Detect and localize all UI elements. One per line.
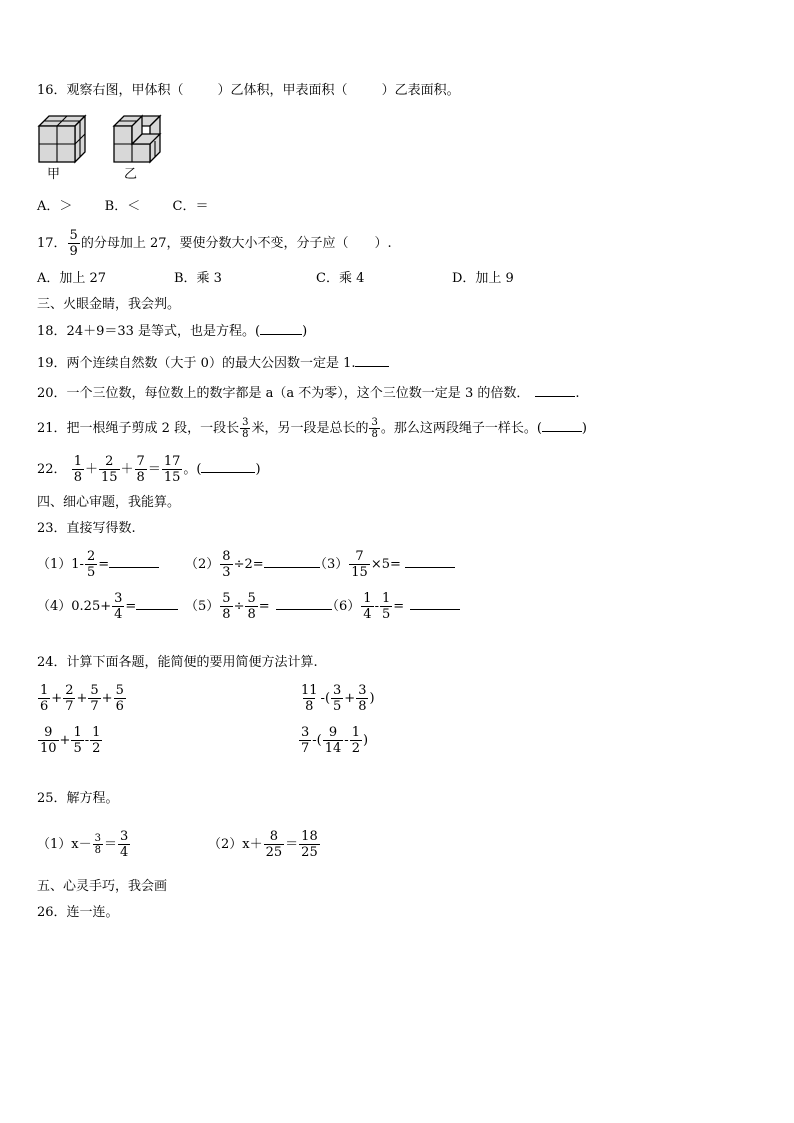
q24-title: 24．计算下面各题，能简便的要用简便方法计算. <box>37 655 318 670</box>
q21-text-a: 21．把一根绳子剪成 2 段，一段长 <box>37 421 240 436</box>
q25-title: 25．解方程。 <box>37 791 119 806</box>
fig-label-yi: 乙 <box>124 167 138 182</box>
question-22 <box>37 451 261 489</box>
section-5-heading: 五、心灵手巧，我会画 <box>37 879 168 894</box>
question-19 <box>37 354 389 373</box>
q20-text: 20．一个三位数，每位数上的数字都是 a（a 不为零），这个三位数一定是 3 的倍数． <box>37 386 530 401</box>
q22-number: 22． <box>37 462 67 477</box>
q21-fraction-1: $\frac{3}{8}$ <box>242 417 249 440</box>
q23-answer-6[interactable] <box>410 597 460 610</box>
q23-problem-1: （1）1- $\frac{2}{5}$ = <box>37 546 159 584</box>
q16-option-a: A．＞ <box>37 199 73 214</box>
q22-plus-1: ＋ <box>84 462 98 477</box>
q23-problem-3: （3） $\frac{7}{15}$ ×5= <box>314 546 455 584</box>
q23-problem-5: （5） $\frac{5}{8}$ ÷ $\frac{5}{8}$ = <box>185 588 332 626</box>
q16-option-c: C．＝ <box>172 199 209 214</box>
q19-answer-blank[interactable] <box>355 354 389 367</box>
question-21 <box>37 412 587 446</box>
q16-options <box>37 198 208 216</box>
cube-figure-jia <box>37 114 87 166</box>
section-4-heading: 四、细心审题，我能算。 <box>37 495 181 510</box>
q16-option-b: B．＜ <box>104 199 141 214</box>
q23-answer-4[interactable] <box>136 597 178 610</box>
q18-answer-blank[interactable] <box>260 322 302 335</box>
q21-text-c: 。那么这两段绳子一样长。( <box>380 421 542 436</box>
q23-title: 23．直接写得数. <box>37 521 136 536</box>
q20-end: . <box>575 386 580 401</box>
section-3-heading: 三、火眼金睛，我会判。 <box>37 297 181 312</box>
q17-number: 17． <box>37 236 67 251</box>
q23-problem-6: （6） $\frac{1}{4}$ - $\frac{1}{5}$ = <box>326 588 460 626</box>
q17-text: 的分母加上 27，要使分数大小不变，分子应（ ）. <box>80 236 392 251</box>
question-17 <box>37 226 392 262</box>
q22-frac-a: $\frac{1}{8}$ <box>73 454 82 485</box>
fig-label-jia: 甲 <box>47 167 61 182</box>
q22-frac-b: $\frac{2}{15}$ <box>100 454 118 485</box>
q25-equation-2: （2）x＋ $\frac{8}{25}$ ＝ $\frac{18}{25}$ <box>208 829 318 860</box>
q22-answer-blank[interactable] <box>201 460 255 473</box>
q24-expression-4: $\frac{3}{7}$ -( $\frac{9}{14}$ - $\frac{1}{2}$ ) <box>301 725 369 756</box>
q17-option-b: B．乘 3 <box>174 271 222 286</box>
q17-option-c: C．乘 4 <box>316 271 365 286</box>
q21-close: ) <box>581 421 587 436</box>
q23-answer-1[interactable] <box>109 555 159 568</box>
q22-frac-result: $\frac{17}{15}$ <box>163 454 181 485</box>
q22-equals: ＝ <box>147 462 161 477</box>
q18-close: ) <box>302 324 308 339</box>
q23-answer-5[interactable] <box>276 597 332 610</box>
q25-equation-1: （1）x－ $\frac{3}{8}$ ＝ $\frac{3}{4}$ <box>37 829 129 860</box>
q22-frac-c: $\frac{7}{8}$ <box>136 454 145 485</box>
question-20 <box>37 384 579 403</box>
q22-close: ) <box>255 462 261 477</box>
question-18 <box>37 322 307 341</box>
q16-text-c: ）乙表面积。 <box>381 83 460 98</box>
q22-plus-2: ＋ <box>120 462 134 477</box>
cube-figure-yi <box>112 114 162 166</box>
q23-problem-4: （4）0.25+ $\frac{3}{4}$ = <box>37 588 178 626</box>
q16-text-a: 16．观察右图，甲体积（ <box>37 83 184 98</box>
q24-expression-3: $\frac{9}{10}$ + $\frac{1}{5}$ - $\frac{1}{2}$ <box>40 725 101 756</box>
q19-text: 19．两个连续自然数（大于 0）的最大公因数一定是 1. <box>37 356 356 371</box>
q24-expression-1: $\frac{1}{6}$ + $\frac{2}{7}$ + $\frac{5}{7}$ + $\frac{5}{6}$ <box>40 683 124 714</box>
q24-expression-2: $\frac{11}{8}$ -( $\frac{3}{5}$ + $\frac{3}{8}$ ) <box>301 683 375 714</box>
q21-text-b: 米，另一段是总长的 <box>251 421 369 436</box>
q20-answer-blank[interactable] <box>535 384 575 397</box>
q17-option-d: D．加上 9 <box>452 271 514 286</box>
q18-text: 18．24＋9＝33 是等式，也是方程。( <box>37 324 261 339</box>
q22-tail: 。( <box>183 462 202 477</box>
q26-title: 26．连一连。 <box>37 905 119 920</box>
q23-answer-3[interactable] <box>405 555 455 568</box>
q17-fraction: $\frac{5}{9}$ <box>69 228 78 259</box>
q16-text-b: ）乙体积，甲表面积（ <box>217 83 348 98</box>
q23-problem-2: （2） $\frac{8}{3}$ ÷2= <box>185 546 320 584</box>
question-16 <box>37 82 460 100</box>
q21-answer-blank[interactable] <box>542 419 582 432</box>
q23-answer-2[interactable] <box>264 555 320 568</box>
q21-fraction-2: $\frac{3}{8}$ <box>371 417 378 440</box>
q17-option-a: A．加上 27 <box>37 271 107 286</box>
